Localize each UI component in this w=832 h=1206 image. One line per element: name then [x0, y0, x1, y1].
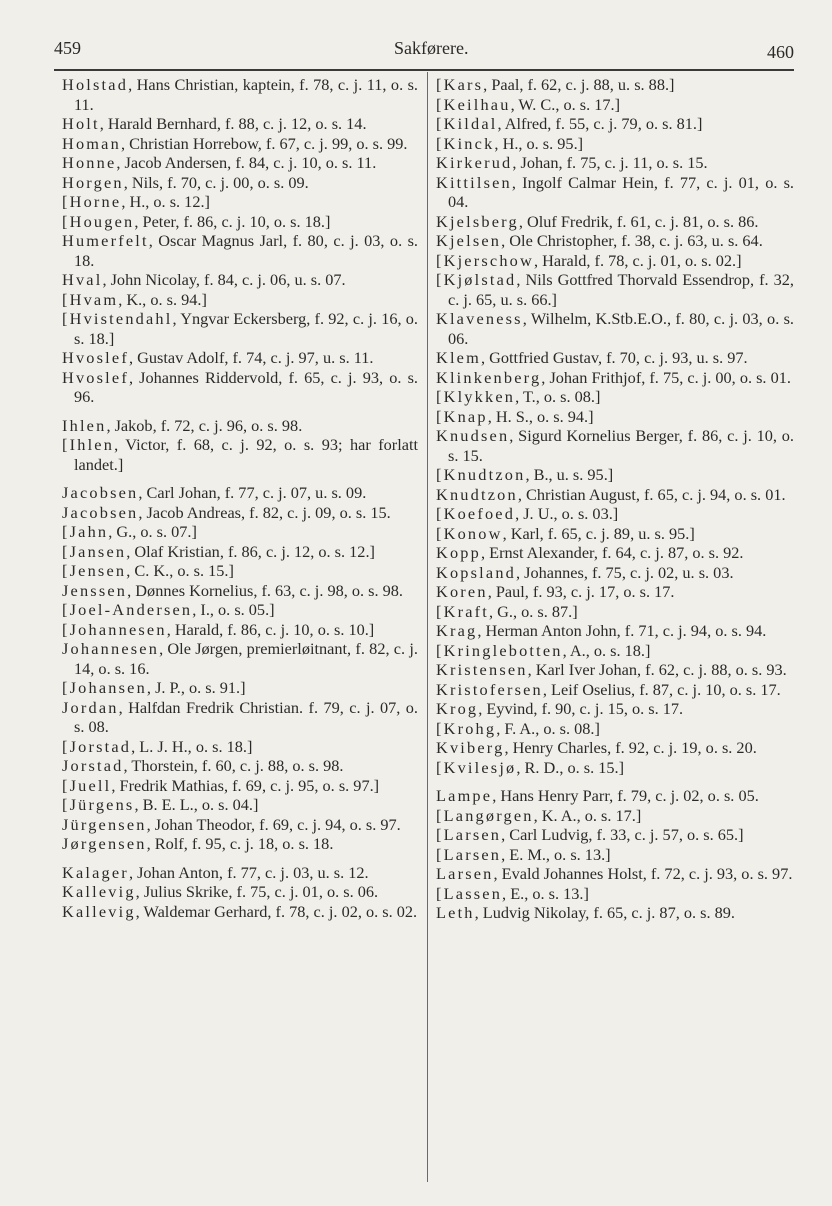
lawyer-entry	[62, 348, 418, 368]
lawyer-entry	[436, 719, 794, 739]
lawyer-entry	[62, 756, 418, 776]
lawyer-entry	[62, 620, 418, 640]
entry-surname: Hvoslef	[62, 348, 129, 367]
lawyer-entry	[62, 435, 418, 474]
lawyer-entry	[62, 75, 418, 114]
lawyer-entry	[436, 251, 794, 271]
entry-surname: Holt	[62, 114, 100, 133]
entry-details: , C. K., o. s. 15.]	[126, 561, 234, 580]
entry-details: , Johan, f. 75, c. j. 11, o. s. 15.	[512, 153, 708, 172]
lawyer-entry	[62, 834, 418, 854]
entry-details: , Nils Gottfred Thorvald Essendrop, f. 32, c. j. 65, u. s. 66.]	[448, 270, 794, 309]
entry-surname: Homan	[62, 133, 121, 153]
entry-surname: [Hougen	[62, 211, 135, 231]
lawyer-entry	[436, 806, 794, 826]
entry-details: , Sigurd Kornelius Berger, f. 86, c. j. 10, o. s. 15.	[448, 426, 794, 465]
lawyer-entry	[436, 231, 794, 251]
entry-surname: [Jahn	[62, 522, 109, 541]
entry-surname: [Keilhau	[436, 94, 511, 114]
lawyer-entry	[62, 309, 418, 348]
lawyer-entry	[62, 581, 418, 601]
entry-details: , R. D., o. s. 15.]	[516, 757, 625, 777]
lawyer-entry	[436, 524, 794, 544]
entry-details: , Johan Anton, f. 77, c. j. 03, u. s. 12.	[128, 862, 369, 882]
entry-details: , Ernst Alexander, f. 64, c. j. 87, o. s. 92.	[480, 543, 744, 562]
entry-surname: Kopp	[436, 543, 481, 562]
entry-surname: Kallevig	[62, 901, 136, 921]
right-column	[436, 75, 794, 923]
entry-details: , H. S., o. s. 94.]	[487, 406, 594, 426]
entry-details: , Henry Charles, f. 92, c. j. 19, o. s. 20.	[504, 738, 757, 757]
entry-surname: [Koefoed	[436, 504, 516, 523]
entry-surname: [Joel-Andersen	[62, 600, 193, 619]
lawyer-entry	[436, 173, 794, 212]
entry-surname: [Kjerschow	[436, 250, 534, 270]
entry-surname: Hvoslef	[62, 367, 129, 387]
entry-surname: Klaveness	[436, 309, 523, 328]
entry-surname: [Jensen	[62, 561, 127, 580]
lawyer-entry	[62, 416, 418, 436]
lawyer-entry	[436, 845, 794, 865]
entry-details: , Karl Iver Johan, f. 62, c. j. 88, o. s. 93.	[527, 660, 787, 679]
entry-details: , A., o. s. 18.]	[562, 640, 651, 660]
entry-details: , Jacob Andersen, f. 84, c. j. 10, o. s. 11.	[116, 153, 377, 172]
lawyer-entry	[436, 407, 794, 427]
entry-surname: [Kjølstad	[436, 270, 517, 289]
entry-details: , Hans Henry Parr, f. 79, c. j. 02, o. s. 05.	[492, 786, 759, 805]
lawyer-entry	[436, 348, 794, 368]
entry-details: , Ludvig Nikolay, f. 65, c. j. 87, o. s. 89.	[474, 903, 735, 922]
entry-details: , E. M., o. s. 13.]	[501, 844, 611, 864]
entry-surname: [Kringlebotten	[436, 640, 563, 660]
section-gap	[62, 474, 418, 483]
column-divider	[427, 72, 428, 1182]
entry-details: , Ingolf Calmar Hein, f. 77, c. j. 01, o. s. 04.	[448, 172, 794, 211]
lawyer-entry	[62, 902, 418, 922]
entry-surname: Jenssen	[62, 580, 128, 600]
lawyer-entry	[62, 134, 418, 154]
entry-surname: Lampe	[436, 786, 493, 805]
entry-surname: Kalager	[62, 862, 129, 882]
entry-details: , Halfdan Fredrik Christian. f. 79, c. j. 07, o. s. 08.	[74, 697, 418, 736]
lawyer-entry	[436, 134, 794, 154]
entry-surname: [Klykken	[436, 387, 516, 406]
entry-surname: [Kraft	[436, 601, 489, 621]
entry-surname: Klinkenberg	[436, 367, 542, 387]
entry-details: , Harald, f. 86, c. j. 10, o. s. 10.]	[166, 619, 375, 639]
entry-details: , Paal, f. 62, c. j. 88, u. s. 88.]	[483, 75, 675, 94]
entry-details: , Gottfried Gustav, f. 70, c. j. 93, u. s. 97.	[480, 348, 748, 367]
section-gap	[62, 854, 418, 863]
entry-surname: Krag	[436, 621, 478, 640]
entry-details: , Harald Bernhard, f. 88, c. j. 12, o. s. 14.	[99, 114, 367, 133]
entry-surname: Kittilsen	[436, 172, 512, 192]
entry-surname: Koren	[436, 582, 488, 601]
lawyer-entry	[436, 864, 794, 884]
lawyer-entry	[436, 387, 794, 407]
entry-surname: Holstad	[62, 75, 129, 94]
lawyer-entry	[62, 173, 418, 193]
lawyer-entry	[62, 639, 418, 678]
header-rule	[54, 69, 794, 71]
entry-details: , Wilhelm, K.Stb.E.O., f. 80, c. j. 03, o. s. 06.	[448, 309, 794, 348]
lawyer-entry	[62, 270, 418, 290]
entry-details: , Peter, f. 86, c. j. 10, o. s. 18.]	[134, 211, 331, 231]
lawyer-entry	[62, 698, 418, 737]
entry-details: , Carl Ludvig, f. 33, c. j. 57, o. s. 65.]	[501, 825, 744, 844]
lawyer-entry	[62, 561, 418, 581]
entry-details: , Carl Johan, f. 77, c. j. 07, u. s. 09.	[138, 483, 367, 502]
entry-details: , Christian Horrebow, f. 67, c. j. 99, o. s. 99.	[120, 133, 408, 153]
entry-details: , Victor, f. 68, c. j. 92, o. s. 93; har forlatt landet.]	[74, 435, 418, 474]
entry-surname: [Larsen	[436, 825, 502, 844]
lawyer-entry	[436, 680, 794, 700]
entry-details: , Dønnes Kornelius, f. 63, c. j. 98, o. s. 98.	[127, 580, 404, 600]
entry-details: , W. C., o. s. 17.]	[510, 94, 621, 114]
lawyer-entry	[62, 795, 418, 815]
entry-details: , Nils, f. 70, c. j. 00, o. s. 09.	[123, 172, 309, 192]
entry-details: , Paul, f. 93, c. j. 17, o. s. 17.	[487, 582, 675, 601]
entry-details: , Herman Anton John, f. 71, c. j. 94, o. s. 94.	[477, 621, 767, 640]
entry-details: , B. E. L., o. s. 04.]	[134, 795, 259, 814]
lawyer-entry	[436, 563, 794, 583]
lawyer-entry	[436, 758, 794, 778]
entry-surname: Jørgensen	[62, 834, 147, 853]
lawyer-entry	[436, 621, 794, 641]
entry-surname: Humerfelt	[62, 231, 149, 250]
lawyer-entry	[436, 95, 794, 115]
entry-surname: [Jürgens	[62, 795, 135, 814]
page-title: Sakførere.	[394, 38, 469, 58]
entry-details: , Johannes Riddervold, f. 65, c. j. 93, o. s. 96.	[74, 367, 418, 406]
lawyer-entry	[436, 699, 794, 719]
entry-surname: Krog	[436, 699, 479, 718]
entry-details: , Alfred, f. 55, c. j. 79, o. s. 81.]	[497, 114, 703, 133]
lawyer-entry	[62, 522, 418, 542]
lawyer-entry	[62, 290, 418, 310]
entry-details: , Johan Theodor, f. 69, c. j. 94, o. s. 97.	[146, 814, 401, 834]
entry-details: , Gustav Adolf, f. 74, c. j. 97, u. s. 11.	[128, 348, 374, 367]
lawyer-entry	[436, 368, 794, 388]
entry-surname: [Konow	[436, 523, 503, 543]
lawyer-entry	[62, 542, 418, 562]
entry-surname: Jorstad	[62, 756, 124, 775]
entry-surname: [Lassen	[436, 883, 503, 903]
entry-details: , Johannes, f. 75, c. j. 02, u. s. 03.	[516, 562, 734, 582]
lawyer-entry	[62, 503, 418, 523]
entry-details: , Jacob Andreas, f. 82, c. j. 09, o. s. 15.	[138, 502, 391, 522]
entry-details: , Johan Frithjof, f. 75, c. j. 00, o. s. 01.	[541, 367, 791, 387]
entry-surname: [Hvistendahl	[62, 309, 173, 328]
lawyer-entry	[436, 270, 794, 309]
section-gap	[62, 407, 418, 416]
lawyer-entry	[436, 660, 794, 680]
entry-surname: Kjelsen	[436, 231, 502, 250]
entry-details: , I., o. s. 05.]	[192, 600, 275, 619]
lawyer-entry	[436, 504, 794, 524]
entry-surname: [Horne	[62, 192, 122, 211]
entry-details: , Ole Jørgen, premierløitnant, f. 82, c. j. 14, o. s. 16.	[74, 639, 418, 678]
entry-surname: [Ihlen	[62, 435, 115, 454]
entry-surname: [Juell	[62, 775, 112, 795]
lawyer-entry	[62, 483, 418, 503]
lawyer-entry	[436, 786, 794, 806]
entry-details: , Julius Skrike, f. 75, c. j. 01, o. s. 06.	[135, 882, 379, 901]
entry-surname: Hval	[62, 270, 103, 289]
lawyer-entry	[62, 192, 418, 212]
lawyer-entry	[62, 815, 418, 835]
page-number-left: 459	[54, 38, 81, 58]
entry-surname: [Johannesen	[62, 619, 167, 639]
entry-details: , Jakob, f. 72, c. j. 96, o. s. 98.	[106, 415, 303, 435]
entry-details: , Hans Christian, kaptein, f. 78, c. j. 11, o. s. 11.	[74, 75, 418, 114]
entry-details: , Olaf Kristian, f. 86, c. j. 12, o. s. 12.]	[126, 541, 375, 561]
entry-details: , H., o. s. 95.]	[494, 133, 584, 153]
entry-surname: Kallevig	[62, 882, 136, 901]
lawyer-entry	[62, 776, 418, 796]
lawyer-entry	[62, 231, 418, 270]
lawyer-entry	[62, 368, 418, 407]
lawyer-entry	[436, 641, 794, 661]
lawyer-entry	[62, 863, 418, 883]
lawyer-entry	[436, 75, 794, 95]
entry-details: , J. U., o. s. 03.]	[515, 504, 619, 523]
entry-surname: [Kars	[436, 75, 484, 94]
entry-surname: Klem	[436, 348, 481, 367]
entry-surname: [Kinck	[436, 133, 495, 153]
entry-surname: Jürgensen	[62, 814, 147, 834]
lawyer-entry	[62, 114, 418, 134]
entry-surname: Honne	[62, 153, 117, 172]
left-column	[62, 75, 418, 921]
entry-details: , K. A., o. s. 17.]	[533, 805, 642, 825]
lawyer-entry	[436, 309, 794, 348]
entry-surname: Kirkerud	[436, 153, 513, 172]
entry-details: , Ole Christopher, f. 38, c. j. 63, u. s. 64.	[501, 231, 763, 250]
entry-surname: [Kildal	[436, 114, 498, 133]
lawyer-entry	[436, 212, 794, 232]
entry-details: , Christian August, f. 65, c. j. 94, o. s. 01.	[517, 484, 786, 504]
entry-details: , Fredrik Mathias, f. 69, c. j. 95, o. s. 97.]	[111, 775, 380, 795]
entry-details: , H., o. s. 12.]	[121, 192, 210, 211]
lawyer-entry	[436, 543, 794, 563]
entry-surname: Larsen	[436, 864, 494, 883]
entry-surname: Knudsen	[436, 426, 510, 445]
entry-surname: Johannesen	[62, 639, 160, 658]
section-gap	[436, 777, 794, 786]
entry-details: , L. J. H., o. s. 18.]	[131, 736, 253, 756]
entry-details: , J. P., o. s. 91.]	[146, 678, 246, 697]
entry-surname: Jordan	[62, 697, 119, 717]
lawyer-entry	[436, 602, 794, 622]
entry-surname: [Hvam	[62, 289, 119, 309]
entry-surname: Kjelsberg	[436, 211, 519, 231]
entry-surname: [Kvilesjø	[436, 757, 517, 777]
entry-details: , T., o. s. 08.]	[515, 387, 601, 406]
entry-details: , Oluf Fredrik, f. 61, c. j. 81, o. s. 86.	[518, 211, 759, 231]
entry-details: , G., o. s. 07.]	[108, 522, 197, 541]
entry-surname: Kristofersen	[436, 679, 543, 699]
entry-surname: Knudtzon	[436, 484, 518, 504]
lawyer-entry	[436, 465, 794, 485]
entry-details: , Harald, f. 78, c. j. 01, o. s. 02.]	[533, 250, 742, 270]
entry-details: , Waldemar Gerhard, f. 78, c. j. 02, o. s. 02.	[135, 901, 418, 921]
lawyer-entry	[62, 153, 418, 173]
lawyer-entry	[62, 882, 418, 902]
entry-details: , Karl, f. 65, c. j. 89, u. s. 95.]	[502, 523, 695, 543]
lawyer-entry	[436, 825, 794, 845]
lawyer-entry	[62, 212, 418, 232]
entry-surname: Kristensen	[436, 660, 528, 679]
lawyer-entry	[436, 903, 794, 923]
lawyer-entry	[436, 738, 794, 758]
entry-surname: [Langørgen	[436, 805, 534, 825]
lawyer-entry	[62, 678, 418, 698]
entry-details: , Oscar Magnus Jarl, f. 80, c. j. 03, o. s. 18.	[74, 231, 418, 270]
lawyer-entry	[436, 884, 794, 904]
page-number-right: 460	[767, 42, 794, 62]
entry-surname: [Krohg	[436, 718, 497, 738]
entry-surname: [Johansen	[62, 678, 147, 697]
entry-details: , Rolf, f. 95, c. j. 18, o. s. 18.	[146, 834, 334, 853]
entry-surname: [Jorstad	[62, 736, 132, 756]
lawyer-entry	[436, 426, 794, 465]
lawyer-entry	[436, 153, 794, 173]
entry-surname: Kviberg	[436, 738, 505, 757]
entry-details: , Yngvar Eckersberg, f. 92, c. j. 16, o. s. 18.]	[74, 309, 418, 348]
entry-details: , G., o. s. 87.]	[488, 601, 578, 621]
entry-surname: [Jansen	[62, 541, 127, 561]
entry-details: , E., o. s. 13.]	[502, 883, 589, 903]
entry-details: , F. A., o. s. 08.]	[496, 718, 600, 738]
entry-surname: Jacobsen	[62, 483, 139, 502]
entry-surname: [Knudtzon	[436, 465, 526, 484]
entry-surname: Horgen	[62, 172, 124, 192]
lawyer-entry	[436, 582, 794, 602]
entry-details: , K., o. s. 94.]	[118, 289, 207, 309]
entry-surname: [Knap	[436, 406, 488, 426]
entry-details: , Thorstein, f. 60, c. j. 88, o. s. 98.	[123, 756, 344, 775]
entry-details: , Eyvind, f. 90, c. j. 15, o. s. 17.	[478, 699, 684, 718]
entry-surname: Jacobsen	[62, 502, 139, 522]
entry-details: , Evald Johannes Holst, f. 72, c. j. 93, o. s. 97.	[493, 864, 793, 883]
lawyer-entry	[62, 737, 418, 757]
entry-surname: Ihlen	[62, 415, 107, 435]
entry-details: , B., u. s. 95.]	[525, 465, 614, 484]
entry-surname: [Larsen	[436, 844, 502, 864]
lawyer-entry	[62, 600, 418, 620]
lawyer-entry	[436, 114, 794, 134]
entry-surname: Leth	[436, 903, 475, 922]
entry-details: , Leif Oselius, f. 87, c. j. 10, o. s. 17.	[542, 679, 781, 699]
lawyer-entry	[436, 485, 794, 505]
entry-details: , John Nicolay, f. 84, c. j. 06, u. s. 07.	[102, 270, 346, 289]
entry-surname: Kopsland	[436, 562, 517, 582]
